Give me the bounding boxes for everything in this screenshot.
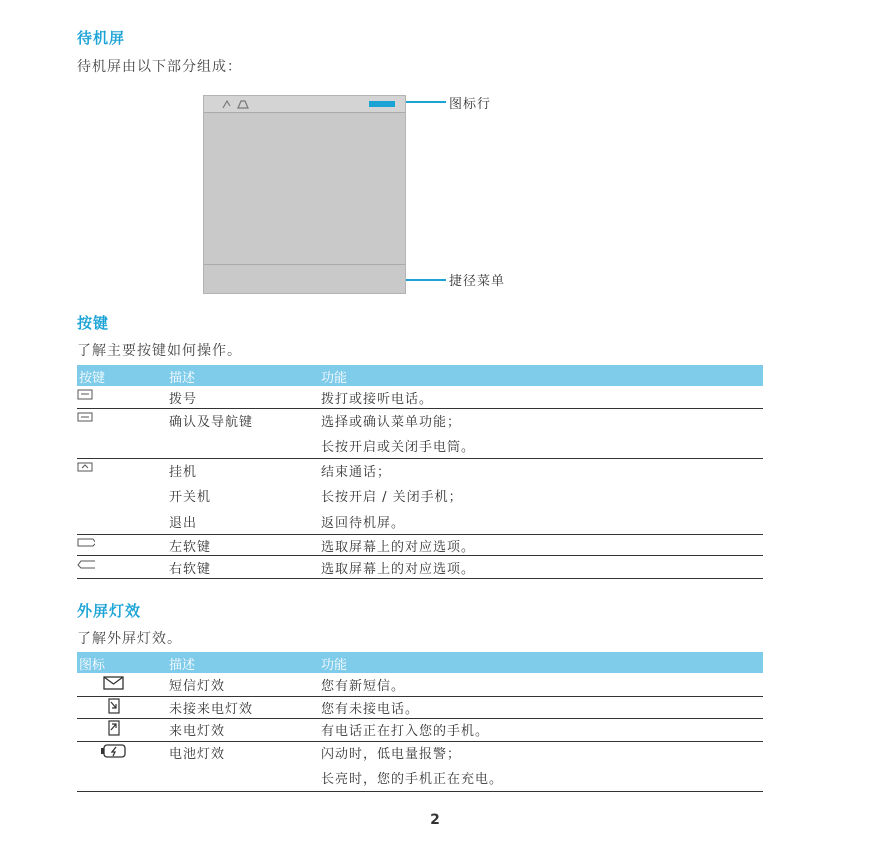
divider [77, 718, 763, 719]
section-heading-keys: 按键 [77, 314, 110, 332]
light-func-line2: 长亮时，您的手机正在充电。 [321, 772, 504, 787]
callout-shortcut-menu: 捷径菜单 [449, 274, 506, 289]
end-key-icon [77, 462, 95, 473]
col-header-icon: 图标 [79, 658, 106, 673]
battery-icon [101, 744, 127, 758]
light-desc: 短信灯效 [169, 679, 226, 694]
col-header-desc: 描述 [169, 658, 196, 673]
key-desc-line2: 开关机 [169, 490, 212, 505]
status-icons [220, 98, 252, 110]
battery-indicator-icon [369, 101, 395, 107]
section-heading-standby: 待机屏 [77, 29, 126, 47]
key-func: 选择或确认菜单功能； [321, 415, 462, 430]
ok-navigation-key-icon [77, 412, 95, 423]
key-desc: 左软键 [169, 540, 212, 555]
table-row [77, 536, 763, 554]
table-row [77, 743, 763, 787]
key-func: 选取屏幕上的对应选项。 [321, 540, 476, 555]
shortcut-menu-bar [204, 264, 405, 293]
divider [77, 578, 763, 579]
divider [77, 741, 763, 742]
incoming-call-icon [108, 720, 120, 736]
col-header-key: 按键 [79, 371, 106, 386]
key-func: 拨打或接听电话。 [321, 392, 434, 407]
light-func: 有电话正在打入您的手机。 [321, 724, 490, 739]
table-row [77, 698, 763, 716]
light-desc: 电池灯效 [169, 747, 226, 762]
left-softkey-icon [77, 537, 95, 548]
col-header-func: 功能 [321, 658, 348, 673]
key-func-line2: 长按开启或关闭手电筒。 [321, 440, 476, 455]
col-header-desc: 描述 [169, 371, 196, 386]
key-desc: 拨号 [169, 392, 198, 407]
table-row [77, 558, 763, 576]
lights-table-header [77, 652, 763, 673]
table-row [77, 720, 763, 738]
light-func: 您有未接电话。 [321, 702, 420, 717]
key-desc-line3: 退出 [169, 516, 198, 531]
missed-call-icon [108, 698, 120, 714]
light-desc: 来电灯效 [169, 724, 226, 739]
light-func: 闪动时，低电量报警； [321, 747, 462, 762]
key-desc: 确认及导航键 [169, 415, 254, 430]
key-desc: 右软键 [169, 562, 212, 577]
col-header-func: 功能 [321, 371, 348, 386]
dial-key-icon [77, 389, 95, 400]
table-row [77, 675, 763, 693]
light-func: 您有新短信。 [321, 679, 406, 694]
standby-intro: 待机屏由以下部分组成： [77, 59, 242, 75]
section-heading-lights: 外屏灯效 [77, 602, 142, 620]
envelope-icon [103, 676, 125, 690]
key-func: 选取屏幕上的对应选项。 [321, 562, 476, 577]
keys-table-header [77, 365, 763, 386]
page-number: 2 [430, 812, 440, 828]
table-row [77, 411, 763, 455]
table-row [77, 388, 763, 406]
callout-line-bottom [406, 279, 446, 281]
lights-intro: 了解外屏灯效。 [77, 631, 182, 647]
divider [77, 408, 763, 409]
divider [77, 696, 763, 697]
key-func-line3: 返回待机屏。 [321, 516, 406, 531]
callout-line-top [406, 101, 446, 103]
divider [77, 555, 763, 556]
key-func-line2: 长按开启 / 关闭手机； [321, 490, 463, 505]
icon-row [204, 96, 405, 113]
divider [77, 458, 763, 459]
divider [77, 534, 763, 535]
table-row [77, 461, 763, 533]
key-desc: 挂机 [169, 465, 198, 480]
light-desc: 未接来电灯效 [169, 702, 254, 717]
key-func: 结束通话； [321, 465, 392, 480]
standby-screen-diagram [203, 95, 406, 294]
keys-intro: 了解主要按键如何操作。 [77, 343, 242, 359]
callout-icon-row: 图标行 [449, 97, 492, 112]
divider [77, 791, 763, 792]
right-softkey-icon [77, 559, 95, 570]
